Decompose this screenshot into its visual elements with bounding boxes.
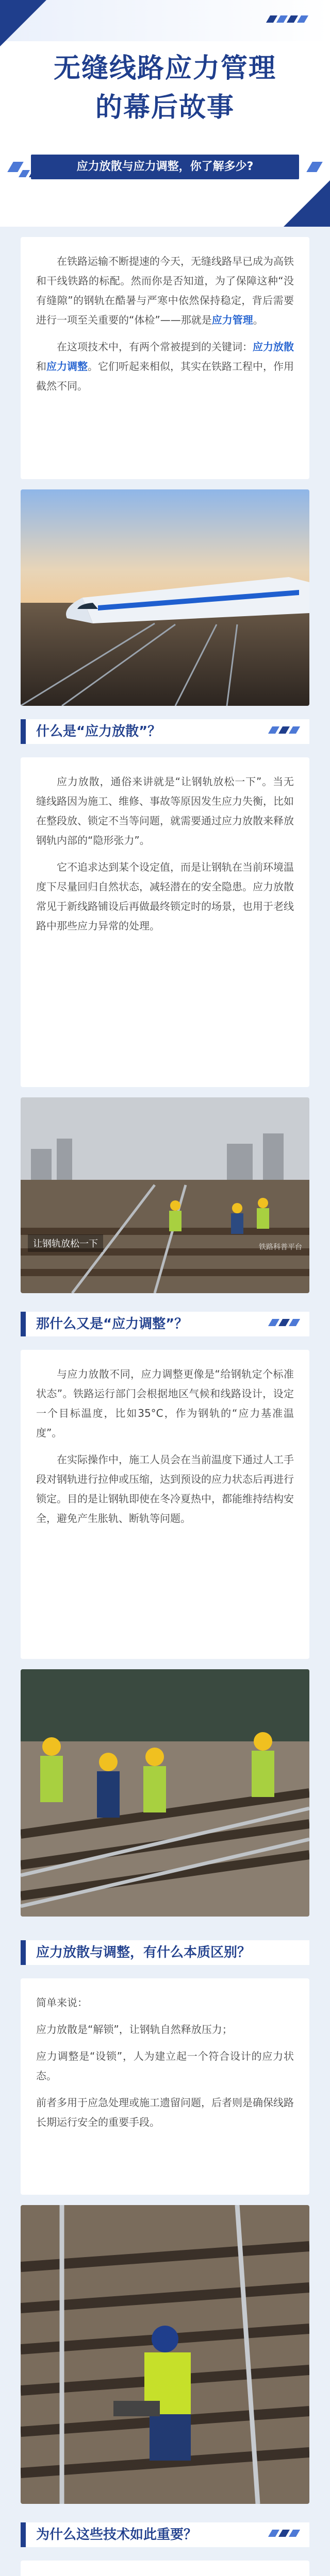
image-caption: 让钢轨放松一下: [28, 1234, 103, 1252]
title-line: 的幕后故事: [95, 92, 235, 123]
section-heading-importance: [21, 2519, 309, 2550]
section4-card: [21, 2561, 309, 2576]
worker-kneeling-image: [21, 2205, 309, 2504]
page-title: [0, 49, 330, 127]
section3-paragraph: 前者多用于应急处理或施工遗留问题，后者则是确保线路长期运行安全的重要手段。: [36, 2096, 294, 2128]
section1-paragraph: 应力放散，通俗来讲就是“让钢轨放松一下”。当无缝线路因为施工、维修、事故等原因发生应力失衡，比如在整段放、锁定不当等问题，就需要通过应力放散来释放钢轨内部的“隐形张力”。: [36, 775, 294, 846]
section1-card: [21, 757, 309, 1087]
section1-paragraph: 它不追求达到某个设定值，而是让钢轨在当前环境温度下尽量回归自然状态，减轻潜在的安全隐患。应力放散常见于新线路铺设后再做最终锁定时的场景，也用于老线路中那些应力异常的处理。: [36, 861, 294, 932]
workers-repair-image: [21, 1669, 309, 1917]
stripe-decoration: [270, 2530, 301, 2537]
image-watermark: 铁路科普平台: [259, 1243, 302, 1251]
section-title: 什么是“应力放散”？: [36, 724, 161, 739]
intro-paragraph: 在这项技术中，有两个常被提到的关键词：应力放散和应力调整。它们听起来相似，其实在铁路工程中，作用截然不同。: [36, 341, 294, 392]
workers-on-track-image: [21, 1097, 309, 1293]
section3-card: [21, 1978, 309, 2195]
subtitle: 应力放散与应力调整，你了解多少?: [31, 155, 299, 179]
intro-card: [21, 237, 309, 479]
section-heading-what-is-stress-release: [21, 716, 309, 747]
section2-paragraph: 在实际操作中，施工人员会在当前温度下通过人工手段对钢轨进行拉伸或压缩，达到预设的应力状态后再进行锁定。目的是让钢轨即使在冬冷夏热中，都能维持结构安全，避免产生胀轨、断轨等问题。: [36, 1453, 294, 1524]
corner-decoration: [0, 0, 46, 46]
section-title: 那什么又是“应力调整”？: [36, 1316, 188, 1332]
section-title: 为什么这些技术如此重要？: [36, 2527, 197, 2543]
intro-paragraph: 在铁路运输不断提速的今天，无缝线路早已成为高铁和干线铁路的标配。然而你是否知道，为了保障这种“没有缝隙”的钢轨在酷暑与严寒中依然保持稳定，背后需要进行一项至关重要的“体检”——那就是应力管理。: [36, 255, 294, 326]
section3-paragraph: 应力调整是“设锁”，人为建立起一个符合设计的应力状态。: [36, 2050, 294, 2082]
stripe-decoration: [268, 15, 309, 23]
stripe-decoration: [270, 1319, 301, 1326]
section2-paragraph: 与应力放散不同，应力调整更像是“给钢轨定个标准状态”。铁路运行部门会根据地区气候和线路设计，设定一个目标温度，比如35°C，作为钢轨的“应力基准温度”。: [36, 1368, 294, 1439]
corner-decoration: [284, 180, 330, 227]
section-heading-what-is-stress-adjust: [21, 1309, 309, 1340]
article-header: [0, 0, 330, 227]
section-heading-difference: [21, 1937, 309, 1968]
section3-paragraph: 应力放散是“解锁”，让钢轨自然释放压力；: [36, 2023, 233, 2036]
title-line: 无缝线路应力管理: [53, 53, 276, 84]
section-title: 应力放散与调整，有什么本质区别？: [36, 1945, 251, 1960]
section2-card: [21, 1350, 309, 1659]
stripe-decoration: [270, 726, 301, 734]
section3-paragraph: 简单来说：: [36, 1996, 88, 2009]
high-speed-train-image: [21, 489, 309, 706]
